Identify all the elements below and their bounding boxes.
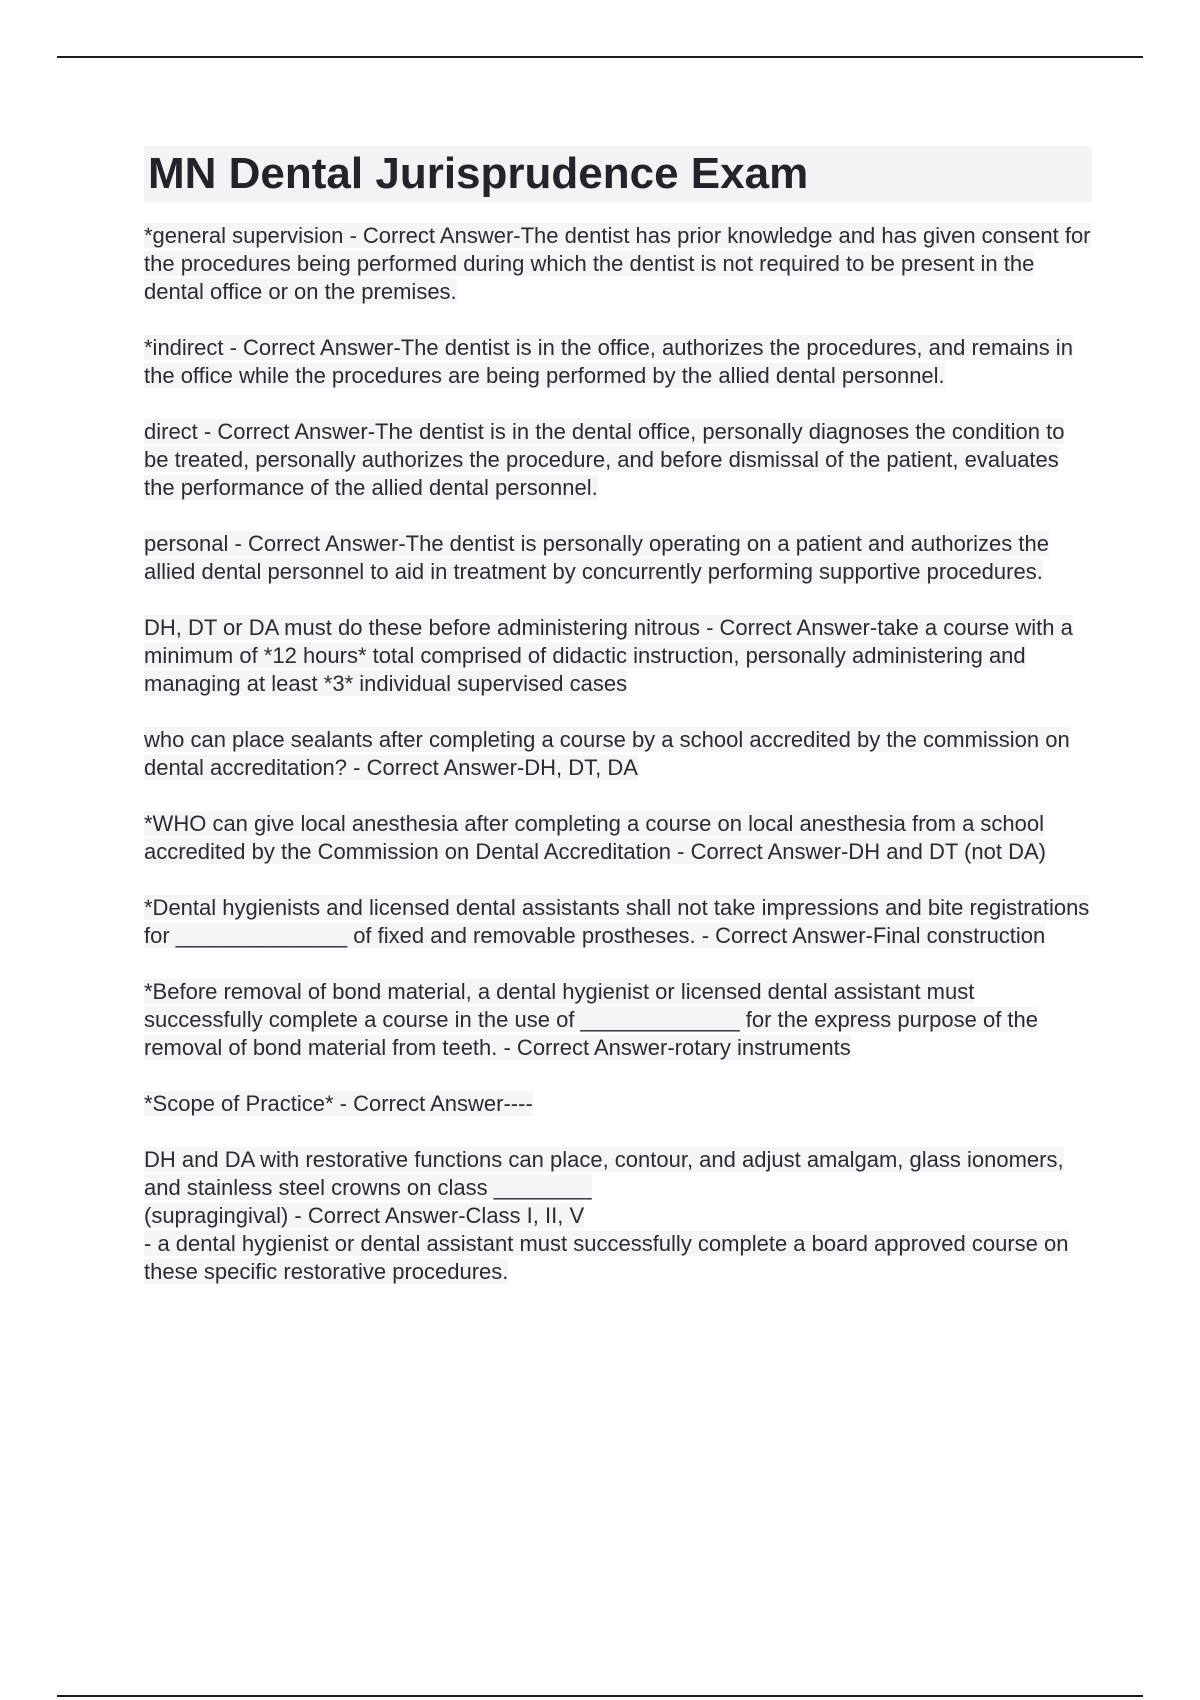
document-body xyxy=(144,146,1092,1314)
qa-entry xyxy=(144,614,1092,698)
qa-text: DH, DT or DA must do these before administering nitrous - Correct Answer-take a course with a minimum of *12 hours* total comprised of didactic instruction, personally administering and managing at least *3* individual supervised cases xyxy=(144,615,1073,696)
page-title: MN Dental Jurisprudence Exam xyxy=(148,149,809,198)
qa-text: *Before removal of bond material, a dental hygienist or licensed dental assistant must successfully complete a course in the use of _____________ for the express purpose of the removal of bond material from teeth. - Correct Answer-rotary instruments xyxy=(144,979,1039,1060)
qa-text: who can place sealants after completing a course by a school accredited by the commission on dental accreditation? - Correct Answer-DH, DT, DA xyxy=(144,727,1070,780)
bottom-rule xyxy=(57,1695,1143,1697)
qa-entry xyxy=(144,418,1092,502)
qa-text: *Dental hygienists and licensed dental assistants shall not take impressions and bite registrations for ______________ of fixed and removable prostheses. - Correct Answer-Final construction xyxy=(144,895,1090,948)
qa-entry xyxy=(144,810,1092,866)
qa-entry xyxy=(144,1090,1092,1118)
qa-text-line: - a dental hygienist or dental assistant must successfully complete a board approved course on these specific restorative procedures. xyxy=(144,1231,1069,1284)
qa-entry xyxy=(144,978,1092,1062)
top-rule xyxy=(57,56,1143,58)
qa-text: *general supervision - Correct Answer-The dentist has prior knowledge and has given consent for the procedures being performed during which the dentist is not required to be present in the dental office or on the premises. xyxy=(144,223,1091,304)
qa-entry xyxy=(144,894,1092,950)
qa-text-line: (supragingival) - Correct Answer-Class I, II, V xyxy=(144,1203,585,1228)
qa-entry-restorative xyxy=(144,1146,1092,1286)
qa-entry xyxy=(144,726,1092,782)
qa-text: *indirect - Correct Answer-The dentist is in the office, authorizes the procedures, and remains in the office while the procedures are being performed by the allied dental personnel. xyxy=(144,335,1073,388)
title-block xyxy=(144,146,1092,202)
qa-entry xyxy=(144,334,1092,390)
qa-text: personal - Correct Answer-The dentist is personally operating on a patient and authorizes the allied dental personnel to aid in treatment by concurrently performing supportive procedures. xyxy=(144,531,1049,584)
qa-entry xyxy=(144,530,1092,586)
qa-text: *Scope of Practice* - Correct Answer---- xyxy=(144,1091,533,1116)
qa-entry xyxy=(144,222,1092,306)
qa-text: *WHO can give local anesthesia after completing a course on local anesthesia from a school accredited by the Commission on Dental Accreditation - Correct Answer-DH and DT (not DA) xyxy=(144,811,1046,864)
qa-text-line: DH and DA with restorative functions can place, contour, and adjust amalgam, glass ionomers, and stainless steel crowns on class ________ xyxy=(144,1147,1064,1200)
qa-text: direct - Correct Answer-The dentist is in the dental office, personally diagnoses the condition to be treated, personally authorizes the procedure, and before dismissal of the patient, evaluates the performance of the allied dental personnel. xyxy=(144,419,1065,500)
